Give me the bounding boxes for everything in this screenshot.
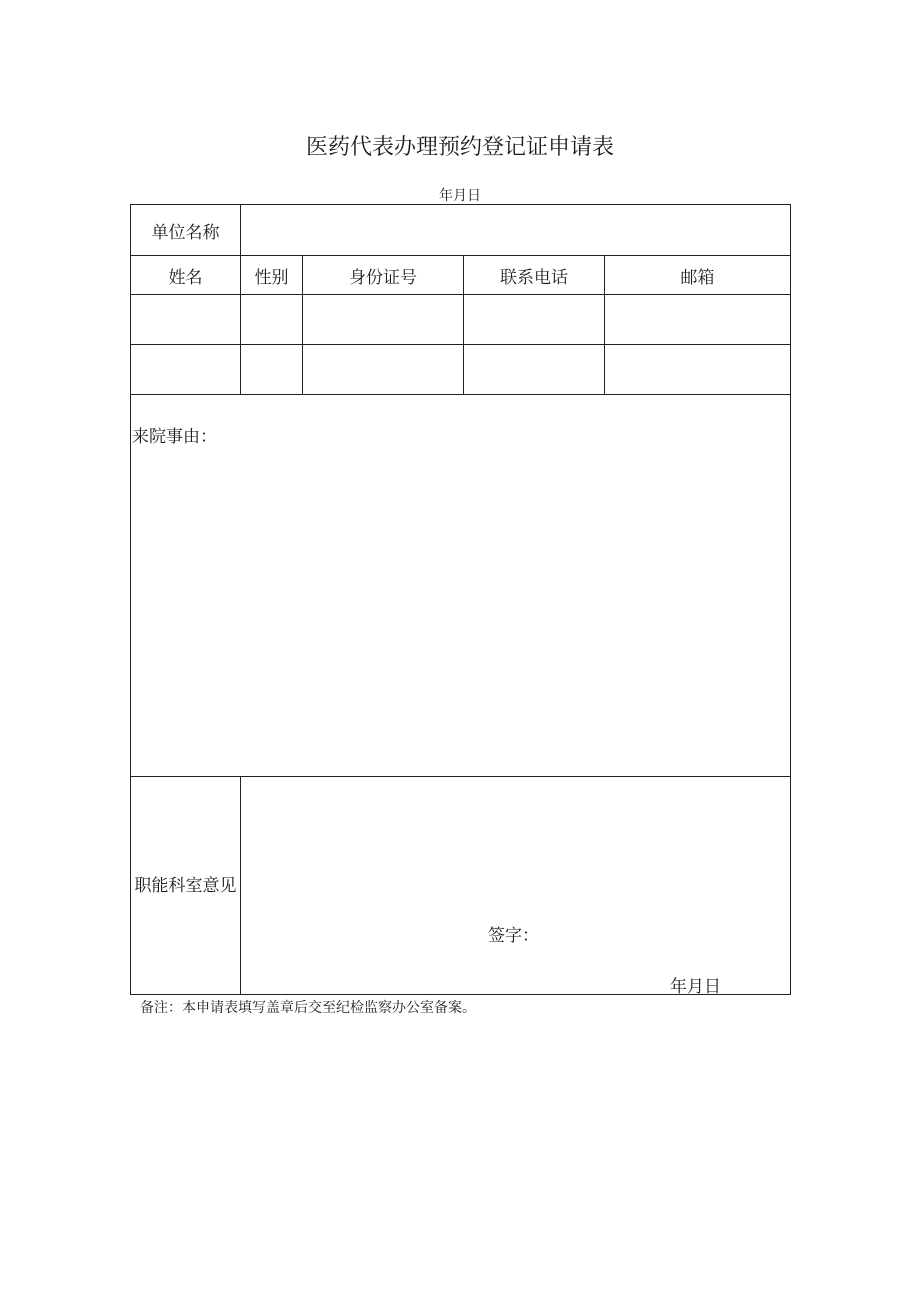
footnote: 备注：本申请表填写盖章后交至纪检监察办公室备案。 <box>140 1000 476 1016</box>
id-number-field[interactable] <box>303 295 464 345</box>
signature-date: 年月日 <box>670 977 721 997</box>
header-name: 姓名 <box>131 256 241 295</box>
reason-row <box>131 395 791 777</box>
gender-field[interactable] <box>241 295 303 345</box>
reason-field[interactable] <box>131 395 791 777</box>
application-form-table <box>130 204 791 995</box>
signature-label: 签字： <box>488 926 539 946</box>
header-row <box>131 256 791 295</box>
table-row <box>131 295 791 345</box>
unit-name-field[interactable] <box>241 205 791 256</box>
header-phone: 联系电话 <box>464 256 605 295</box>
opinion-label: 职能科室意见 <box>131 777 241 995</box>
page-title: 医药代表办理预约登记证申请表 <box>305 135 614 160</box>
opinion-row <box>131 777 791 995</box>
unit-name-row <box>131 205 791 256</box>
header-id-number: 身份证号 <box>303 256 464 295</box>
table-row <box>131 345 791 395</box>
opinion-field[interactable] <box>241 777 791 995</box>
phone-field[interactable] <box>464 345 605 395</box>
header-email: 邮箱 <box>605 256 791 295</box>
gender-field[interactable] <box>241 345 303 395</box>
name-field[interactable] <box>131 295 241 345</box>
date-header: 年月日 <box>439 188 481 204</box>
name-field[interactable] <box>131 345 241 395</box>
email-field[interactable] <box>605 295 791 345</box>
unit-name-label: 单位名称 <box>131 205 241 256</box>
reason-label: 来院事由： <box>132 427 217 447</box>
header-gender: 性别 <box>241 256 303 295</box>
email-field[interactable] <box>605 345 791 395</box>
phone-field[interactable] <box>464 295 605 345</box>
id-number-field[interactable] <box>303 345 464 395</box>
